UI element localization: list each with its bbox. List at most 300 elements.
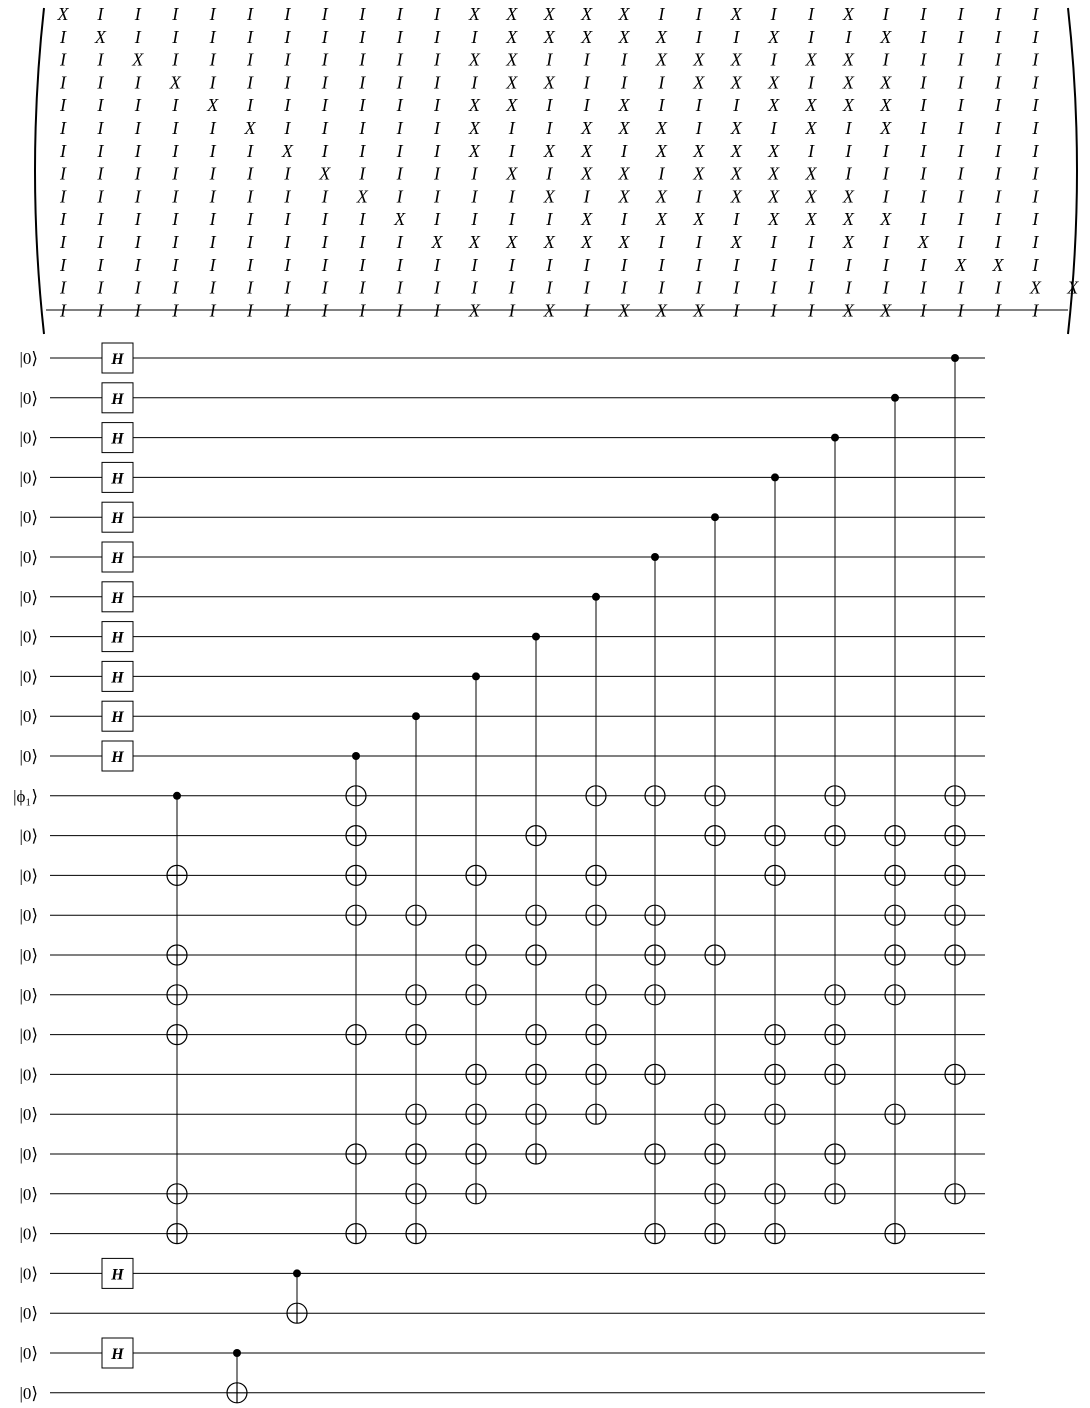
matrix-cell: I bbox=[97, 300, 104, 321]
matrix-cell: I bbox=[60, 118, 66, 138]
matrix-cell: I bbox=[1032, 254, 1039, 275]
matrix-cell: X bbox=[468, 232, 480, 252]
matrix-cell: I bbox=[621, 72, 627, 93]
matrix-cell: X bbox=[543, 4, 555, 24]
matrix-cell: I bbox=[957, 209, 964, 230]
matrix-cell: I bbox=[247, 95, 253, 116]
matrix-cell: I bbox=[321, 4, 328, 24]
matrix-cell: X bbox=[842, 186, 854, 207]
hadamard-label: H bbox=[111, 589, 124, 607]
matrix-cell: I bbox=[97, 209, 104, 230]
control-dot bbox=[293, 1269, 301, 1277]
matrix-cell: I bbox=[882, 49, 889, 70]
matrix-cell: I bbox=[770, 277, 777, 298]
matrix-cell: I bbox=[808, 26, 814, 47]
wire-label: |0⟩ bbox=[19, 946, 38, 965]
matrix-cell: I bbox=[434, 300, 440, 321]
matrix-cell: I bbox=[920, 300, 927, 321]
matrix-cell: X bbox=[805, 49, 817, 70]
matrix-cell: I bbox=[172, 232, 179, 252]
matrix-cell: X bbox=[506, 49, 518, 70]
matrix-cell: I bbox=[845, 140, 852, 161]
matrix-cell: I bbox=[134, 209, 141, 230]
matrix-cell: X bbox=[842, 95, 854, 116]
hadamard-label: H bbox=[111, 510, 124, 528]
matrix-cell: I bbox=[247, 232, 253, 252]
matrix-cell: I bbox=[920, 186, 927, 207]
matrix-cell: X bbox=[805, 209, 817, 230]
matrix-cell: X bbox=[356, 186, 368, 207]
matrix-cell: I bbox=[957, 4, 964, 24]
matrix-cell: X bbox=[543, 140, 555, 161]
matrix-cell: I bbox=[995, 26, 1001, 47]
matrix-cell: X bbox=[618, 300, 630, 321]
matrix-cell: I bbox=[321, 49, 328, 70]
matrix-cell: I bbox=[434, 186, 440, 207]
matrix-cell: I bbox=[658, 95, 665, 116]
matrix-cell: I bbox=[995, 300, 1001, 321]
matrix-cell: I bbox=[172, 26, 179, 47]
matrix-cell: X bbox=[655, 186, 667, 207]
matrix-cell: X bbox=[132, 49, 144, 70]
matrix-cell: X bbox=[506, 232, 518, 252]
matrix-cell: I bbox=[695, 277, 702, 298]
wire-label: |0⟩ bbox=[19, 866, 38, 886]
matrix-cell: X bbox=[730, 163, 742, 184]
matrix-cell: I bbox=[434, 118, 440, 138]
hadamard-label: H bbox=[111, 629, 124, 647]
matrix-cell: I bbox=[172, 95, 179, 116]
matrix-cell: X bbox=[880, 118, 892, 138]
matrix-cell: I bbox=[247, 163, 253, 184]
wire-label: |0⟩ bbox=[19, 508, 38, 528]
control-dot bbox=[233, 1349, 241, 1357]
matrix-cell: X bbox=[693, 163, 705, 184]
matrix-cell: I bbox=[247, 26, 253, 47]
matrix-cell: X bbox=[655, 300, 667, 321]
matrix-cell: I bbox=[733, 300, 740, 321]
matrix-cell: X bbox=[655, 140, 667, 161]
matrix-cell: I bbox=[209, 163, 216, 184]
matrix-cell: I bbox=[733, 254, 740, 275]
matrix-cell: I bbox=[733, 277, 740, 298]
matrix-cell: X bbox=[543, 26, 555, 47]
wire-label: |0⟩ bbox=[19, 1344, 38, 1363]
matrix-cell: I bbox=[134, 254, 141, 275]
quantum-circuit bbox=[13, 343, 985, 1403]
matrix-cell: I bbox=[695, 95, 702, 116]
wire-label: |0⟩ bbox=[19, 906, 38, 926]
matrix-cell: I bbox=[396, 163, 403, 184]
matrix-cell: X bbox=[768, 72, 780, 93]
control-dot bbox=[592, 593, 600, 601]
matrix-cell: I bbox=[434, 254, 440, 275]
matrix-cell: X bbox=[468, 4, 480, 24]
matrix-cell: I bbox=[60, 140, 66, 161]
matrix-cell: X bbox=[543, 186, 555, 207]
wire-label: |0⟩ bbox=[19, 667, 38, 687]
matrix-cell: I bbox=[471, 72, 478, 93]
matrix-cell: I bbox=[658, 163, 665, 184]
matrix-cell: I bbox=[808, 277, 814, 298]
matrix-cell: X bbox=[768, 95, 780, 116]
matrix-cell: X bbox=[768, 140, 780, 161]
matrix-cell: I bbox=[770, 300, 777, 321]
matrix-cell: I bbox=[471, 26, 478, 47]
matrix-cell: X bbox=[655, 49, 667, 70]
matrix-cell: X bbox=[655, 26, 667, 47]
matrix-cell: I bbox=[60, 72, 66, 93]
wire-label: |0⟩ bbox=[19, 627, 38, 647]
matrix-cell: I bbox=[995, 140, 1001, 161]
wire-label: |0⟩ bbox=[19, 548, 38, 567]
matrix-cell: I bbox=[284, 95, 291, 116]
matrix-cell: I bbox=[1032, 26, 1039, 47]
matrix-cell: I bbox=[60, 186, 66, 207]
matrix-cell: I bbox=[471, 186, 478, 207]
matrix-cell: I bbox=[882, 140, 889, 161]
matrix-cell: I bbox=[97, 140, 104, 161]
matrix-cell: X bbox=[506, 163, 518, 184]
matrix-cell: I bbox=[321, 277, 328, 298]
matrix-cell: X bbox=[693, 300, 705, 321]
matrix-cell: I bbox=[583, 95, 590, 116]
control-dot bbox=[472, 672, 480, 680]
stabilizer-matrix bbox=[35, 4, 1079, 334]
matrix-cell: I bbox=[134, 26, 141, 47]
matrix-cell: X bbox=[842, 300, 854, 321]
matrix-cell: I bbox=[359, 4, 366, 24]
matrix-cell: X bbox=[693, 209, 705, 230]
matrix-cell: I bbox=[134, 118, 141, 138]
matrix-cell: I bbox=[695, 118, 702, 138]
matrix-cell: I bbox=[695, 232, 702, 252]
wire-label: |ϕ₁⟩ bbox=[13, 786, 38, 806]
matrix-cell: I bbox=[97, 186, 104, 207]
matrix-cell: X bbox=[842, 72, 854, 93]
matrix-cell: X bbox=[543, 72, 555, 93]
matrix-cell: X bbox=[543, 300, 555, 321]
matrix-cell: I bbox=[770, 254, 777, 275]
wire-label: |0⟩ bbox=[19, 1145, 38, 1164]
hadamard-label: H bbox=[111, 669, 124, 687]
matrix-cell: I bbox=[209, 254, 216, 275]
matrix-cell: I bbox=[97, 277, 104, 298]
matrix-cell: X bbox=[730, 140, 742, 161]
matrix-cell: I bbox=[583, 300, 590, 321]
wire-label: |0⟩ bbox=[19, 1264, 38, 1284]
matrix-cell: I bbox=[1032, 186, 1039, 207]
matrix-cell: I bbox=[396, 26, 403, 47]
matrix-cell: X bbox=[880, 300, 892, 321]
matrix-cell: I bbox=[434, 49, 440, 70]
matrix-cell: I bbox=[920, 163, 927, 184]
matrix-cell: I bbox=[396, 49, 403, 70]
control-dot bbox=[831, 434, 839, 442]
wire-label: |0⟩ bbox=[19, 707, 38, 727]
matrix-cell: X bbox=[693, 72, 705, 93]
matrix-cell: I bbox=[321, 254, 328, 275]
matrix-cell: X bbox=[468, 95, 480, 116]
matrix-cell: I bbox=[60, 300, 66, 321]
matrix-cell: X bbox=[805, 186, 817, 207]
matrix-cell: I bbox=[882, 4, 889, 24]
matrix-cell: I bbox=[583, 72, 590, 93]
matrix-cell: I bbox=[995, 72, 1001, 93]
matrix-cell: I bbox=[359, 72, 366, 93]
matrix-cell: I bbox=[60, 254, 66, 275]
matrix-cell: I bbox=[957, 95, 964, 116]
matrix-cell: I bbox=[97, 49, 104, 70]
matrix-cell: I bbox=[97, 4, 104, 24]
matrix-cell: I bbox=[359, 254, 366, 275]
matrix-cell: I bbox=[882, 186, 889, 207]
matrix-cell: I bbox=[284, 232, 291, 252]
matrix-cell: X bbox=[618, 118, 630, 138]
matrix-cell: X bbox=[917, 232, 929, 252]
matrix-cell: I bbox=[508, 300, 515, 321]
matrix-cell: I bbox=[920, 277, 927, 298]
matrix-cell: I bbox=[995, 163, 1001, 184]
matrix-cell: I bbox=[920, 209, 927, 230]
matrix-cell: I bbox=[284, 163, 291, 184]
matrix-cell: I bbox=[434, 4, 440, 24]
matrix-cell: I bbox=[97, 118, 104, 138]
matrix-cell: I bbox=[995, 209, 1001, 230]
matrix-cell: I bbox=[695, 254, 702, 275]
matrix-cell: I bbox=[546, 209, 553, 230]
matrix-cell: I bbox=[321, 232, 328, 252]
matrix-cell: X bbox=[730, 232, 742, 252]
hadamard-label: H bbox=[111, 749, 124, 766]
matrix-cell: X bbox=[57, 4, 69, 24]
matrix-cell: I bbox=[845, 254, 852, 275]
matrix-cell: I bbox=[247, 4, 253, 24]
control-dot bbox=[651, 553, 659, 561]
matrix-cell: I bbox=[995, 277, 1001, 298]
matrix-cell: I bbox=[247, 186, 253, 207]
matrix-cell: I bbox=[770, 49, 777, 70]
matrix-cell: X bbox=[880, 26, 892, 47]
matrix-cell: I bbox=[209, 186, 216, 207]
matrix-cell: X bbox=[281, 140, 293, 161]
matrix-cell: I bbox=[658, 72, 665, 93]
matrix-cell: I bbox=[60, 163, 66, 184]
matrix-cell: I bbox=[508, 186, 515, 207]
matrix-cell: I bbox=[508, 118, 515, 138]
matrix-cell: I bbox=[60, 277, 66, 298]
matrix-cell: X bbox=[506, 72, 518, 93]
matrix-cell: I bbox=[396, 140, 403, 161]
matrix-cell: X bbox=[730, 186, 742, 207]
matrix-cell: I bbox=[434, 95, 440, 116]
matrix-cell: I bbox=[434, 26, 440, 47]
matrix-cell: X bbox=[730, 72, 742, 93]
matrix-cell: I bbox=[1032, 49, 1039, 70]
matrix-cell: I bbox=[546, 163, 553, 184]
matrix-cell: I bbox=[920, 4, 927, 24]
matrix-cell: X bbox=[169, 72, 181, 93]
hadamard-label: H bbox=[111, 550, 124, 567]
matrix-cell: I bbox=[359, 49, 366, 70]
matrix-cell: X bbox=[768, 209, 780, 230]
matrix-cell: I bbox=[321, 140, 328, 161]
matrix-cell: I bbox=[97, 163, 104, 184]
matrix-cell: I bbox=[957, 118, 964, 138]
matrix-cell: X bbox=[842, 4, 854, 24]
matrix-cell: I bbox=[209, 232, 216, 252]
matrix-cell: X bbox=[805, 118, 817, 138]
wire-label: |0⟩ bbox=[19, 468, 38, 488]
matrix-cell: I bbox=[508, 277, 515, 298]
left-paren bbox=[35, 8, 44, 334]
matrix-cell: I bbox=[60, 95, 66, 116]
matrix-cell: X bbox=[506, 95, 518, 116]
matrix-cell: I bbox=[995, 232, 1001, 252]
matrix-cell: I bbox=[396, 118, 403, 138]
wire-label: |0⟩ bbox=[19, 587, 38, 607]
matrix-cell: I bbox=[396, 254, 403, 275]
matrix-cell: X bbox=[992, 254, 1004, 275]
control-dot bbox=[891, 394, 899, 402]
matrix-cell: X bbox=[693, 49, 705, 70]
matrix-cell: I bbox=[396, 72, 403, 93]
matrix-cell: I bbox=[770, 232, 777, 252]
matrix-cell: X bbox=[805, 163, 817, 184]
matrix-cell: I bbox=[172, 49, 179, 70]
matrix-cell: X bbox=[805, 95, 817, 116]
matrix-cell: I bbox=[658, 232, 665, 252]
matrix-cell: I bbox=[134, 95, 141, 116]
matrix-cell: I bbox=[1032, 95, 1039, 116]
matrix-cell: I bbox=[396, 95, 403, 116]
matrix-cell: I bbox=[321, 209, 328, 230]
matrix-cell: I bbox=[321, 118, 328, 138]
matrix-cell: X bbox=[581, 232, 593, 252]
matrix-cell: I bbox=[733, 95, 740, 116]
matrix-cell: X bbox=[618, 4, 630, 24]
matrix-cell: I bbox=[1032, 118, 1039, 138]
matrix-cell: X bbox=[880, 72, 892, 93]
matrix-cell: I bbox=[359, 209, 366, 230]
matrix-cell: I bbox=[172, 163, 179, 184]
matrix-cell: I bbox=[434, 277, 440, 298]
matrix-cell: I bbox=[957, 186, 964, 207]
matrix-cell: I bbox=[808, 140, 814, 161]
matrix-cell: I bbox=[396, 186, 403, 207]
matrix-cell: I bbox=[134, 186, 141, 207]
matrix-cell: X bbox=[207, 95, 219, 116]
matrix-cell: I bbox=[359, 163, 366, 184]
matrix-cell: X bbox=[581, 26, 593, 47]
wire-label: |0⟩ bbox=[19, 985, 38, 1005]
matrix-cell: X bbox=[768, 26, 780, 47]
matrix-cell: X bbox=[618, 232, 630, 252]
matrix-cell: X bbox=[768, 186, 780, 207]
matrix-cell: I bbox=[97, 254, 104, 275]
matrix-cell: X bbox=[506, 4, 518, 24]
matrix-cell: X bbox=[880, 95, 892, 116]
matrix-cell: I bbox=[359, 277, 366, 298]
matrix-cell: I bbox=[209, 277, 216, 298]
hadamard-label: H bbox=[111, 390, 124, 408]
matrix-cell: I bbox=[1032, 72, 1039, 93]
matrix-cell: I bbox=[995, 95, 1001, 116]
matrix-cell: I bbox=[247, 140, 253, 161]
matrix-cell: I bbox=[546, 118, 553, 138]
matrix-cell: X bbox=[543, 232, 555, 252]
matrix-cell: I bbox=[172, 300, 179, 321]
matrix-cell: I bbox=[359, 118, 366, 138]
matrix-cell: I bbox=[1032, 163, 1039, 184]
matrix-cell: I bbox=[321, 72, 328, 93]
matrix-cell: I bbox=[134, 140, 141, 161]
hadamard-label: H bbox=[111, 470, 124, 488]
matrix-cell: I bbox=[770, 118, 777, 138]
matrix-cell: I bbox=[845, 26, 852, 47]
matrix-cell: I bbox=[321, 186, 328, 207]
matrix-cell: X bbox=[842, 209, 854, 230]
control-dot bbox=[173, 792, 181, 800]
matrix-cell: I bbox=[808, 4, 814, 24]
wire-label: |0⟩ bbox=[19, 826, 38, 846]
matrix-cell: I bbox=[808, 254, 814, 275]
matrix-cell: I bbox=[209, 4, 216, 24]
matrix-cell: X bbox=[468, 300, 480, 321]
matrix-cell: I bbox=[284, 72, 291, 93]
matrix-cell: I bbox=[621, 254, 627, 275]
matrix-cell: I bbox=[845, 118, 852, 138]
matrix-cell: I bbox=[60, 49, 66, 70]
matrix-cell: I bbox=[284, 300, 291, 321]
matrix-cell: I bbox=[695, 4, 702, 24]
wire-label: |0⟩ bbox=[19, 1224, 38, 1244]
matrix-cell: X bbox=[655, 209, 667, 230]
matrix-cell: I bbox=[957, 300, 964, 321]
matrix-cell: I bbox=[471, 209, 478, 230]
matrix-cell: I bbox=[658, 4, 665, 24]
wire-label: |0⟩ bbox=[19, 1304, 38, 1324]
matrix-cell: X bbox=[730, 4, 742, 24]
matrix-cell: I bbox=[359, 140, 366, 161]
matrix-cell: I bbox=[583, 254, 590, 275]
matrix-cell: X bbox=[319, 163, 331, 184]
matrix-cell: I bbox=[583, 277, 590, 298]
matrix-cell: I bbox=[247, 209, 253, 230]
matrix-cell: I bbox=[134, 163, 141, 184]
matrix-cell: I bbox=[583, 49, 590, 70]
matrix-cell: X bbox=[618, 186, 630, 207]
matrix-cell: I bbox=[920, 72, 927, 93]
matrix-cell: I bbox=[172, 4, 179, 24]
matrix-cell: I bbox=[920, 140, 927, 161]
matrix-cell: I bbox=[508, 209, 515, 230]
control-dot bbox=[352, 752, 360, 760]
matrix-cell: I bbox=[359, 26, 366, 47]
matrix-cell: I bbox=[920, 26, 927, 47]
matrix-cell: I bbox=[284, 186, 291, 207]
control-dot bbox=[951, 354, 959, 362]
hadamard-label: H bbox=[111, 351, 124, 368]
matrix-cell: I bbox=[508, 254, 515, 275]
matrix-cell: I bbox=[284, 4, 291, 24]
matrix-cell: I bbox=[920, 254, 927, 275]
matrix-cell: I bbox=[1032, 300, 1039, 321]
matrix-cell: I bbox=[957, 26, 964, 47]
matrix-cell: I bbox=[808, 72, 814, 93]
matrix-cell: I bbox=[172, 140, 179, 161]
matrix-cell: X bbox=[431, 232, 443, 252]
